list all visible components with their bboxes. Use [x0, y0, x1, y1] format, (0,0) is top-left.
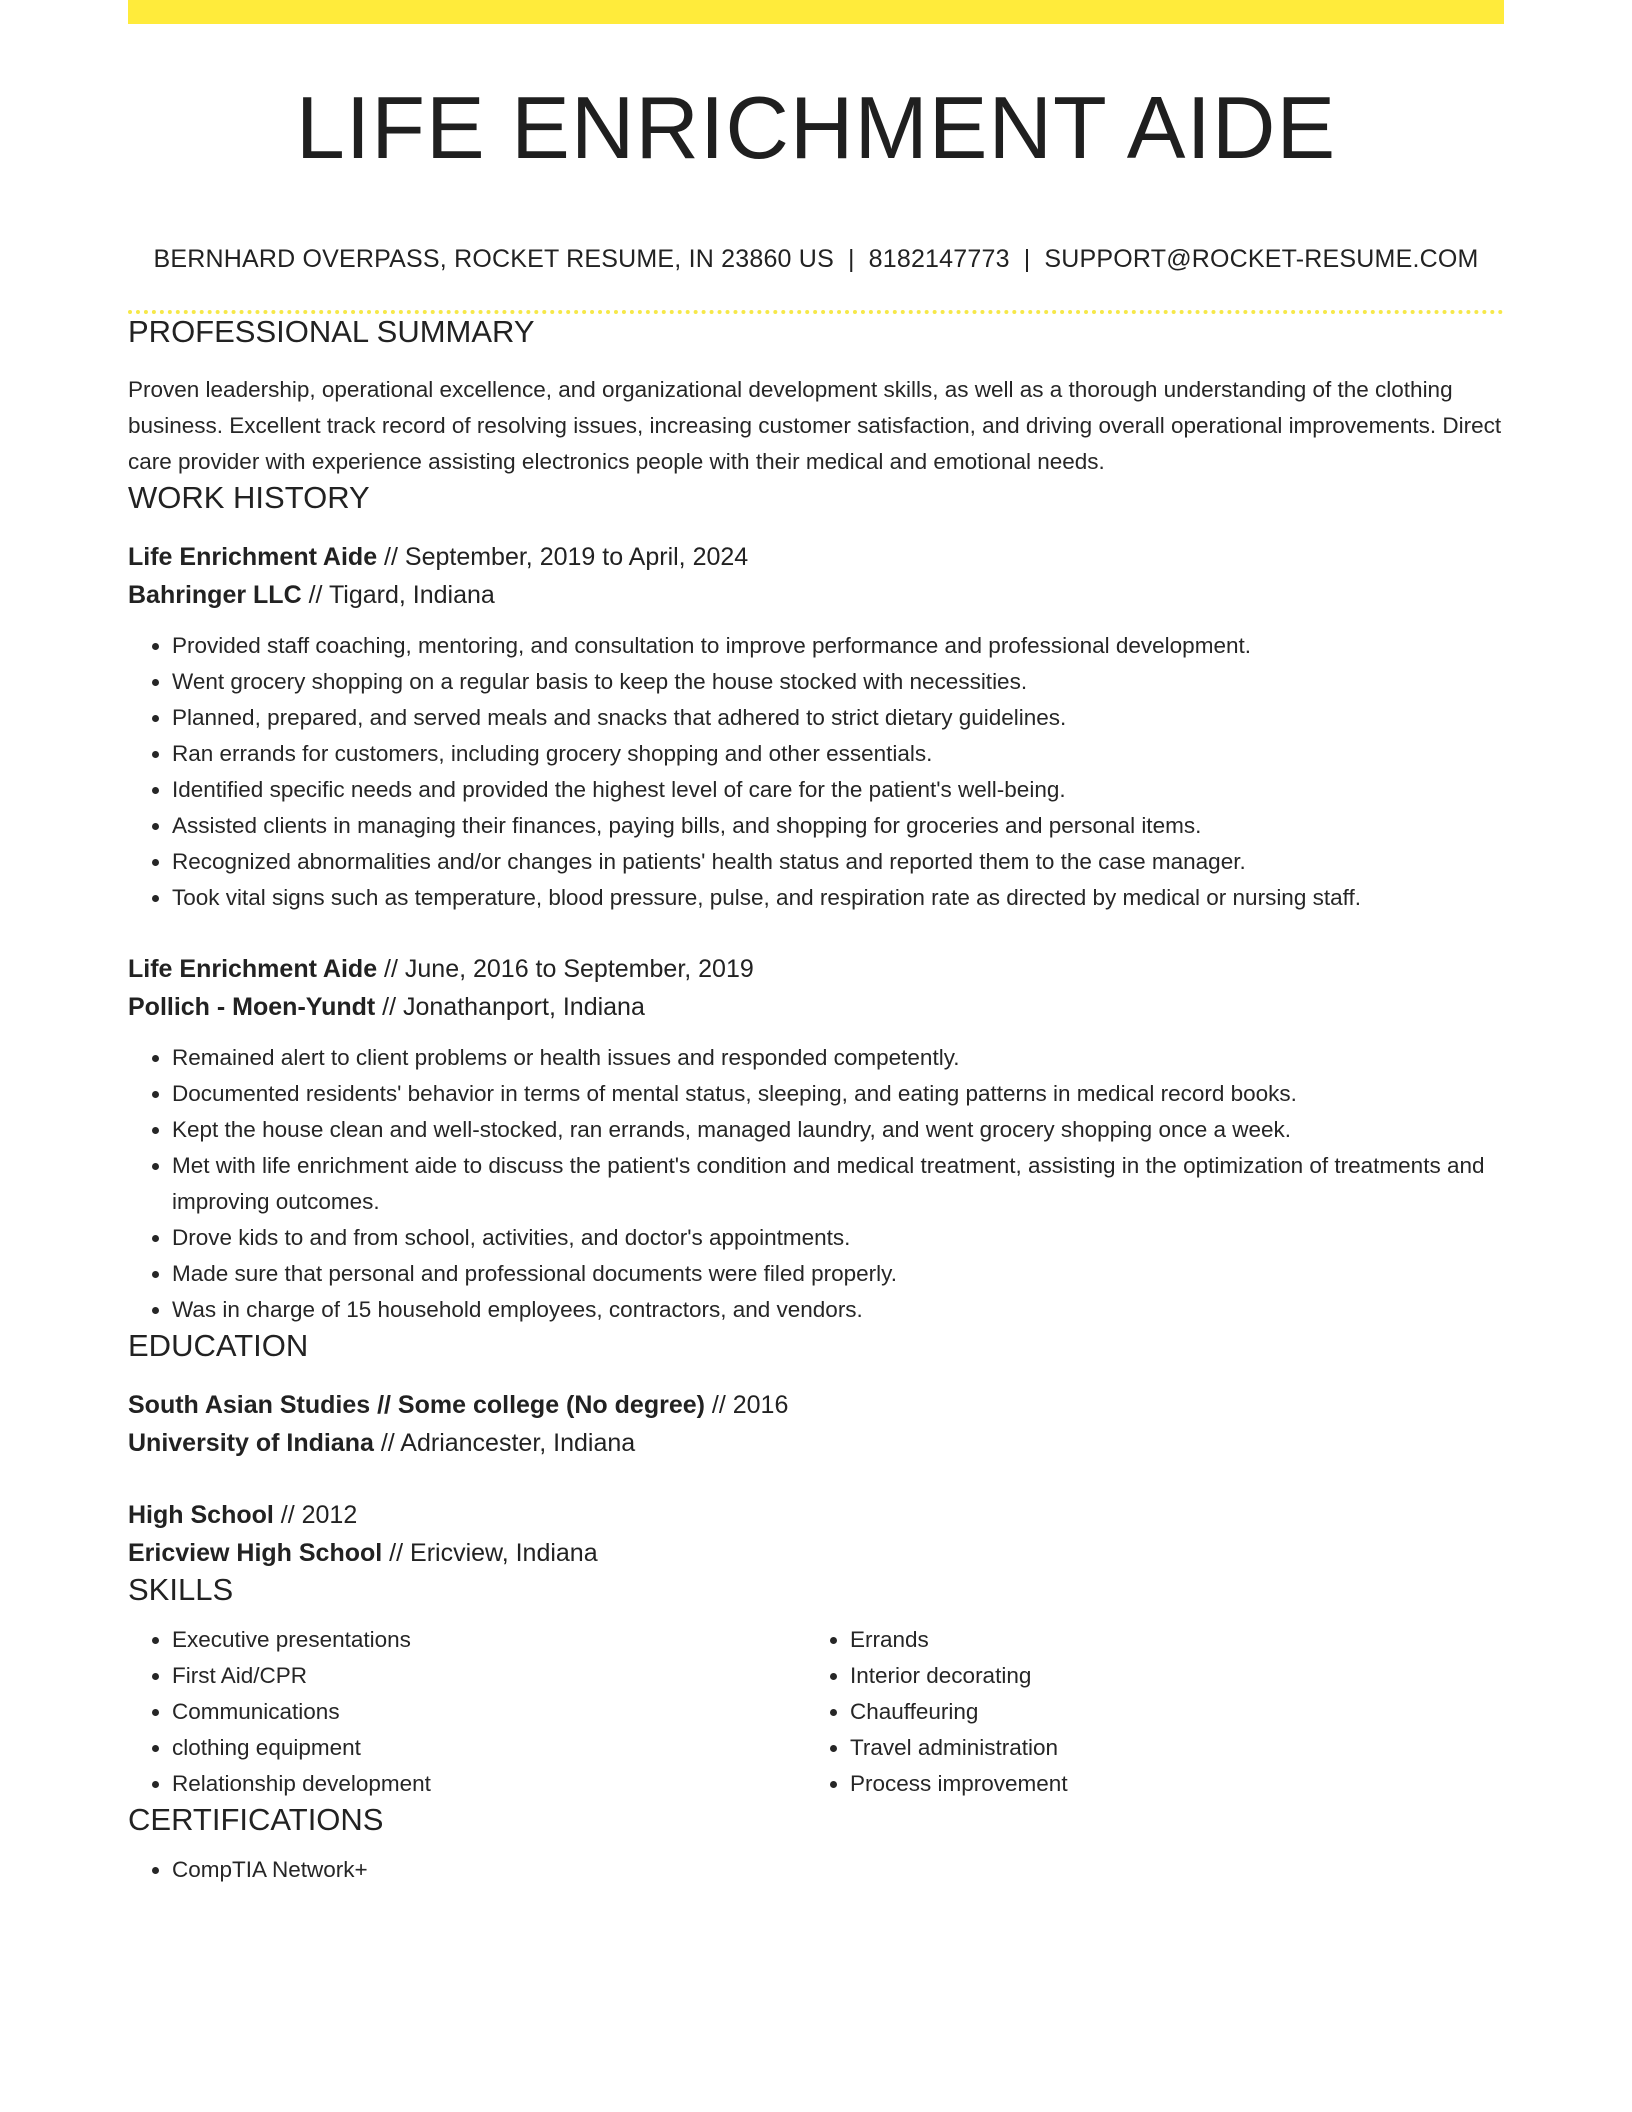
- resume-title: LIFE ENRICHMENT AIDE: [295, 78, 1337, 177]
- summary-text: Proven leadership, operational excellence, and organizational development skills, as well as a thorough understanding of the clothing business. Excellent track record of resolving issues, increasing customer satisfaction, and driving overall operational improvements. Direct care provider with experience assisting electronics people with their medical and emotional needs.: [128, 377, 1502, 474]
- education-school-line: [128, 1534, 1504, 1572]
- list-item: • First Aid/CPR: [172, 1658, 806, 1694]
- job-entry: [128, 538, 1504, 916]
- list-item: • Documented residents' behavior in terms of mental status, sleeping, and eating patterns in medical record books.: [172, 1076, 1504, 1112]
- work-history-heading: WORK HISTORY: [128, 480, 370, 515]
- education-school: University of Indiana: [128, 1429, 374, 1457]
- list-item: • Met with life enrichment aide to discuss the patient's condition and medical treatment, assisting in the optimization of treatments and improving outcomes.: [172, 1148, 1504, 1220]
- education-heading: EDUCATION: [128, 1328, 309, 1363]
- certifications-list: [128, 1852, 1504, 1888]
- skills-list: [128, 1622, 806, 1802]
- job-duties-list: [128, 628, 1504, 916]
- list-item: • Chauffeuring: [850, 1694, 1484, 1730]
- list-item: • Assisted clients in managing their finances, paying bills, and shopping for groceries and personal items.: [172, 808, 1504, 844]
- list-item: • Took vital signs such as temperature, blood pressure, pulse, and respiration rate as directed by medical or nursing staff.: [172, 880, 1504, 916]
- certifications-heading: CERTIFICATIONS: [128, 1802, 384, 1837]
- education-entry: [128, 1496, 1504, 1572]
- job-title-line: [128, 950, 1504, 988]
- education-year: // 2012: [273, 1501, 358, 1529]
- job-company: Bahringer LLC: [128, 581, 302, 609]
- list-item: • Executive presentations: [172, 1622, 806, 1658]
- education-location: // Ericview, Indiana: [382, 1539, 598, 1567]
- list-item: • Travel administration: [850, 1730, 1484, 1766]
- list-item: • Communications: [172, 1694, 806, 1730]
- list-item: • Relationship development: [172, 1766, 806, 1802]
- summary-heading: PROFESSIONAL SUMMARY: [128, 314, 535, 349]
- list-item: • Ran errands for customers, including grocery shopping and other essentials.: [172, 736, 1504, 772]
- contact-separator: |: [847, 245, 855, 273]
- job-location: // Jonathanport, Indiana: [375, 993, 645, 1021]
- education-degree: South Asian Studies // Some college (No degree): [128, 1391, 705, 1419]
- education-location: // Adriancester, Indiana: [373, 1429, 636, 1457]
- contact-separator: |: [1023, 245, 1031, 273]
- contact-email: SUPPORT@ROCKET-RESUME.COM: [1044, 245, 1479, 273]
- job-location: // Tigard, Indiana: [301, 581, 495, 609]
- list-item: • Recognized abnormalities and/or changes in patients' health status and reported them to the case manager.: [172, 844, 1504, 880]
- resume-page: [128, 0, 1504, 1888]
- list-item: • Errands: [850, 1622, 1484, 1658]
- job-dates: // September, 2019 to April, 2024: [377, 543, 749, 571]
- job-entry: [128, 950, 1504, 1328]
- job-title: Life Enrichment Aide: [128, 955, 378, 983]
- job-title: Life Enrichment Aide: [128, 543, 378, 571]
- skills-list: [806, 1622, 1484, 1802]
- education-school-line: [128, 1424, 1504, 1462]
- list-item: • Was in charge of 15 household employees, contractors, and vendors.: [172, 1292, 1504, 1328]
- job-title-line: [128, 538, 1504, 576]
- list-item: • Identified specific needs and provided the highest level of care for the patient's well-being.: [172, 772, 1504, 808]
- education-degree-line: [128, 1386, 1504, 1424]
- accent-bar: [128, 0, 1504, 24]
- list-item: • Planned, prepared, and served meals and snacks that adhered to strict dietary guidelines.: [172, 700, 1504, 736]
- job-company-line: [128, 576, 1504, 614]
- job-company: Pollich - Moen-Yundt: [128, 993, 376, 1021]
- job-company-line: [128, 988, 1504, 1026]
- list-item: • CompTIA Network+: [172, 1852, 1504, 1888]
- education-degree-line: [128, 1496, 1504, 1534]
- contact-line: [128, 244, 1504, 274]
- skills-heading: SKILLS: [128, 1572, 234, 1607]
- list-item: • Remained alert to client problems or health issues and responded competently.: [172, 1040, 1504, 1076]
- skills-column-right: [806, 1622, 1484, 1802]
- education-entry: [128, 1386, 1504, 1462]
- list-item: • Interior decorating: [850, 1658, 1484, 1694]
- list-item: • Kept the house clean and well-stocked, ran errands, managed laundry, and went grocery shopping once a week.: [172, 1112, 1504, 1148]
- skills-column-left: [128, 1622, 806, 1802]
- education-school: Ericview High School: [128, 1539, 383, 1567]
- list-item: • Went grocery shopping on a regular basis to keep the house stocked with necessities.: [172, 664, 1504, 700]
- list-item: • Made sure that personal and professional documents were filed properly.: [172, 1256, 1504, 1292]
- contact-phone: 8182147773: [868, 245, 1010, 273]
- job-duties-list: [128, 1040, 1504, 1328]
- list-item: • Provided staff coaching, mentoring, and consultation to improve performance and professional development.: [172, 628, 1504, 664]
- list-item: • clothing equipment: [172, 1730, 806, 1766]
- skills-grid: [128, 1622, 1504, 1802]
- education-year: // 2016: [704, 1391, 789, 1419]
- list-item: • Process improvement: [850, 1766, 1484, 1802]
- job-dates: // June, 2016 to September, 2019: [377, 955, 754, 983]
- list-item: • Drove kids to and from school, activities, and doctor's appointments.: [172, 1220, 1504, 1256]
- education-degree: High School: [128, 1501, 274, 1529]
- contact-address: BERNHARD OVERPASS, ROCKET RESUME, IN 23860 US: [153, 245, 834, 273]
